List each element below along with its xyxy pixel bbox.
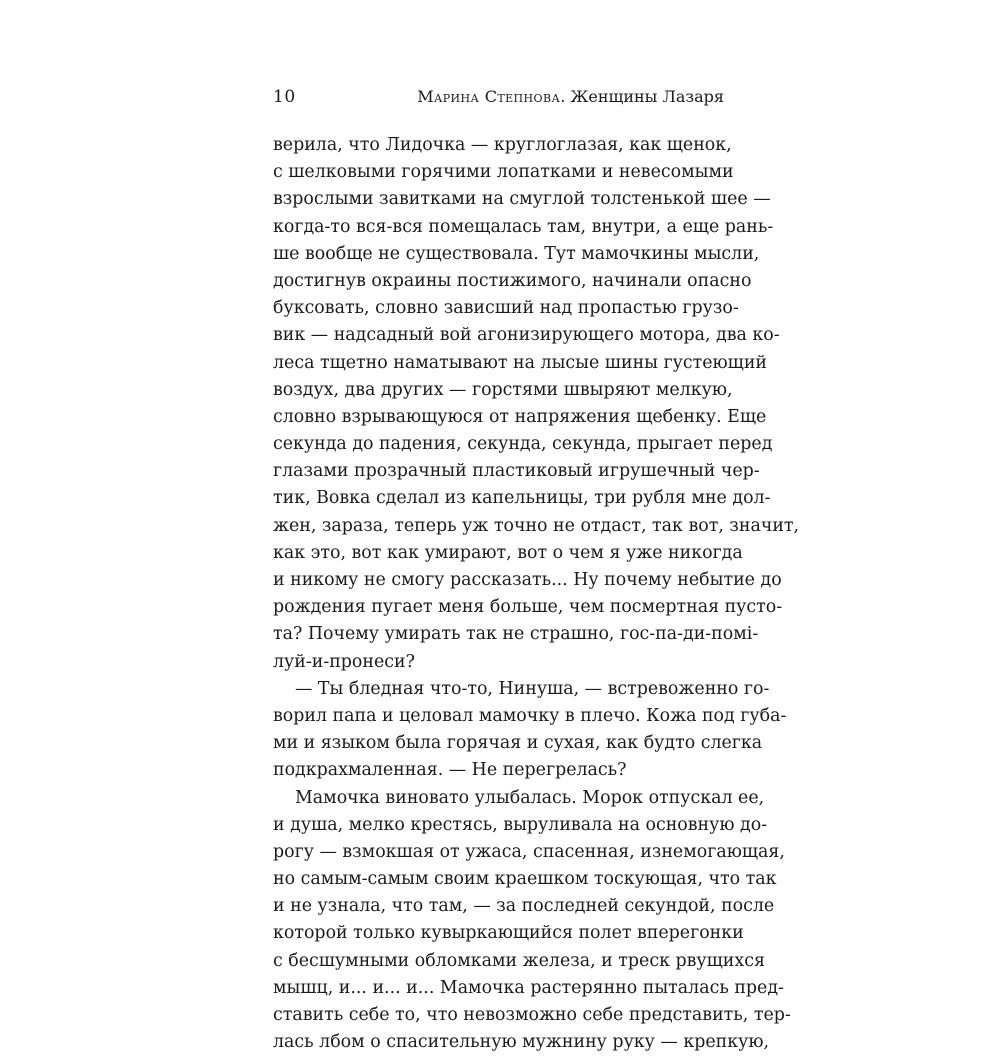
text-line: как это, вот как умирают, вот о чем я уже никогда bbox=[273, 542, 743, 563]
text-line: — Ты бледная что-то, Нинуша, — встревоженно го- bbox=[295, 678, 770, 699]
running-head-title: Женщины Лазаря bbox=[565, 87, 724, 106]
text-line: рождения пугает меня больше, чем посмертная пусто- bbox=[273, 597, 783, 618]
text-line: ше вообще не существовала. Тут мамочкины мысли, bbox=[273, 243, 760, 264]
text-line: мышц, и... и... и... Мамочка растерянно пыталась пред- bbox=[273, 977, 784, 998]
text-line: но самым-самым своим краешком тоскующая, что так bbox=[273, 869, 777, 890]
text-line: рогу — взмокшая от ужаса, спасенная, изнемогающая, bbox=[273, 841, 785, 862]
text-line: с шелковыми горячими лопатками и невесомыми bbox=[273, 162, 734, 183]
text-line: с бесшумными обломками железа, и треск рвущихся bbox=[273, 950, 765, 971]
running-head-separator: . bbox=[560, 87, 566, 106]
text-line: ворил папа и целовал мамочку в плечо. Кожа под губа- bbox=[273, 705, 787, 726]
text-line: верила, что Лидочка — круглоглазая, как щенок, bbox=[273, 135, 732, 155]
body-text bbox=[273, 132, 800, 1056]
text-line: и никому не смогу рассказать... Ну почему небытие до bbox=[273, 570, 782, 590]
text-line: словно взрывающуюся от напряжения щебенку. Еще bbox=[273, 406, 767, 427]
text-line: подкрахмаленная. — Не перегрелась? bbox=[273, 760, 627, 781]
text-line: буксовать, словно зависший над пропастью грузо- bbox=[273, 298, 739, 319]
text-line: луй-и-пронеси? bbox=[273, 651, 415, 672]
running-head bbox=[417, 87, 724, 107]
text-line: и не узнала, что там, — за последней секундой, после bbox=[273, 896, 775, 917]
text-line: та? Почему умирать так не страшно, гос-па-ди-помi- bbox=[273, 624, 759, 645]
text-line: леса тщетно наматывают на лысые шины густеющий bbox=[273, 352, 768, 373]
text-line: тик, Вовка сделал из капельницы, три рубля мне дол- bbox=[273, 488, 771, 509]
text-line: секунда до падения, секунда, секунда, прыгает перед bbox=[273, 434, 773, 455]
text-line: достигнув окраины постижимого, начинали опасно bbox=[273, 270, 752, 291]
text-line: жен, зараза, теперь уж точно не отдаст, так вот, значит, bbox=[273, 515, 800, 536]
text-line: глазами прозрачный пластиковый игрушечный чер- bbox=[273, 461, 760, 482]
text-line: воздух, два других — горстями швыряют мелкую, bbox=[273, 379, 733, 400]
running-head-author: Марина Степнова bbox=[417, 87, 561, 106]
text-line: вик — надсадный вой агонизирующего мотора, два ко- bbox=[273, 325, 780, 346]
text-line: Мамочка виновато улыбалась. Морок отпускал ее, bbox=[295, 787, 765, 808]
page-number: 10 bbox=[273, 87, 296, 107]
text-line: ми и языком была горячая и сухая, как будто слегка bbox=[273, 733, 763, 754]
text-line: взрослыми завитками на смуглой толстенькой шее — bbox=[273, 189, 771, 210]
text-line: и душа, мелко крестясь, выруливала на основную до- bbox=[273, 814, 768, 835]
text-line: когда-то вся-вся помещалась там, внутри, а еще рань- bbox=[273, 216, 774, 237]
text-line: лась лбом о спасительную мужнину руку — крепкую, bbox=[273, 1032, 769, 1053]
text-line: ставить себе то, что невозможно себе представить, тер- bbox=[273, 1005, 791, 1025]
text-line: которой только кувыркающийся полет вперегонки bbox=[273, 923, 744, 944]
